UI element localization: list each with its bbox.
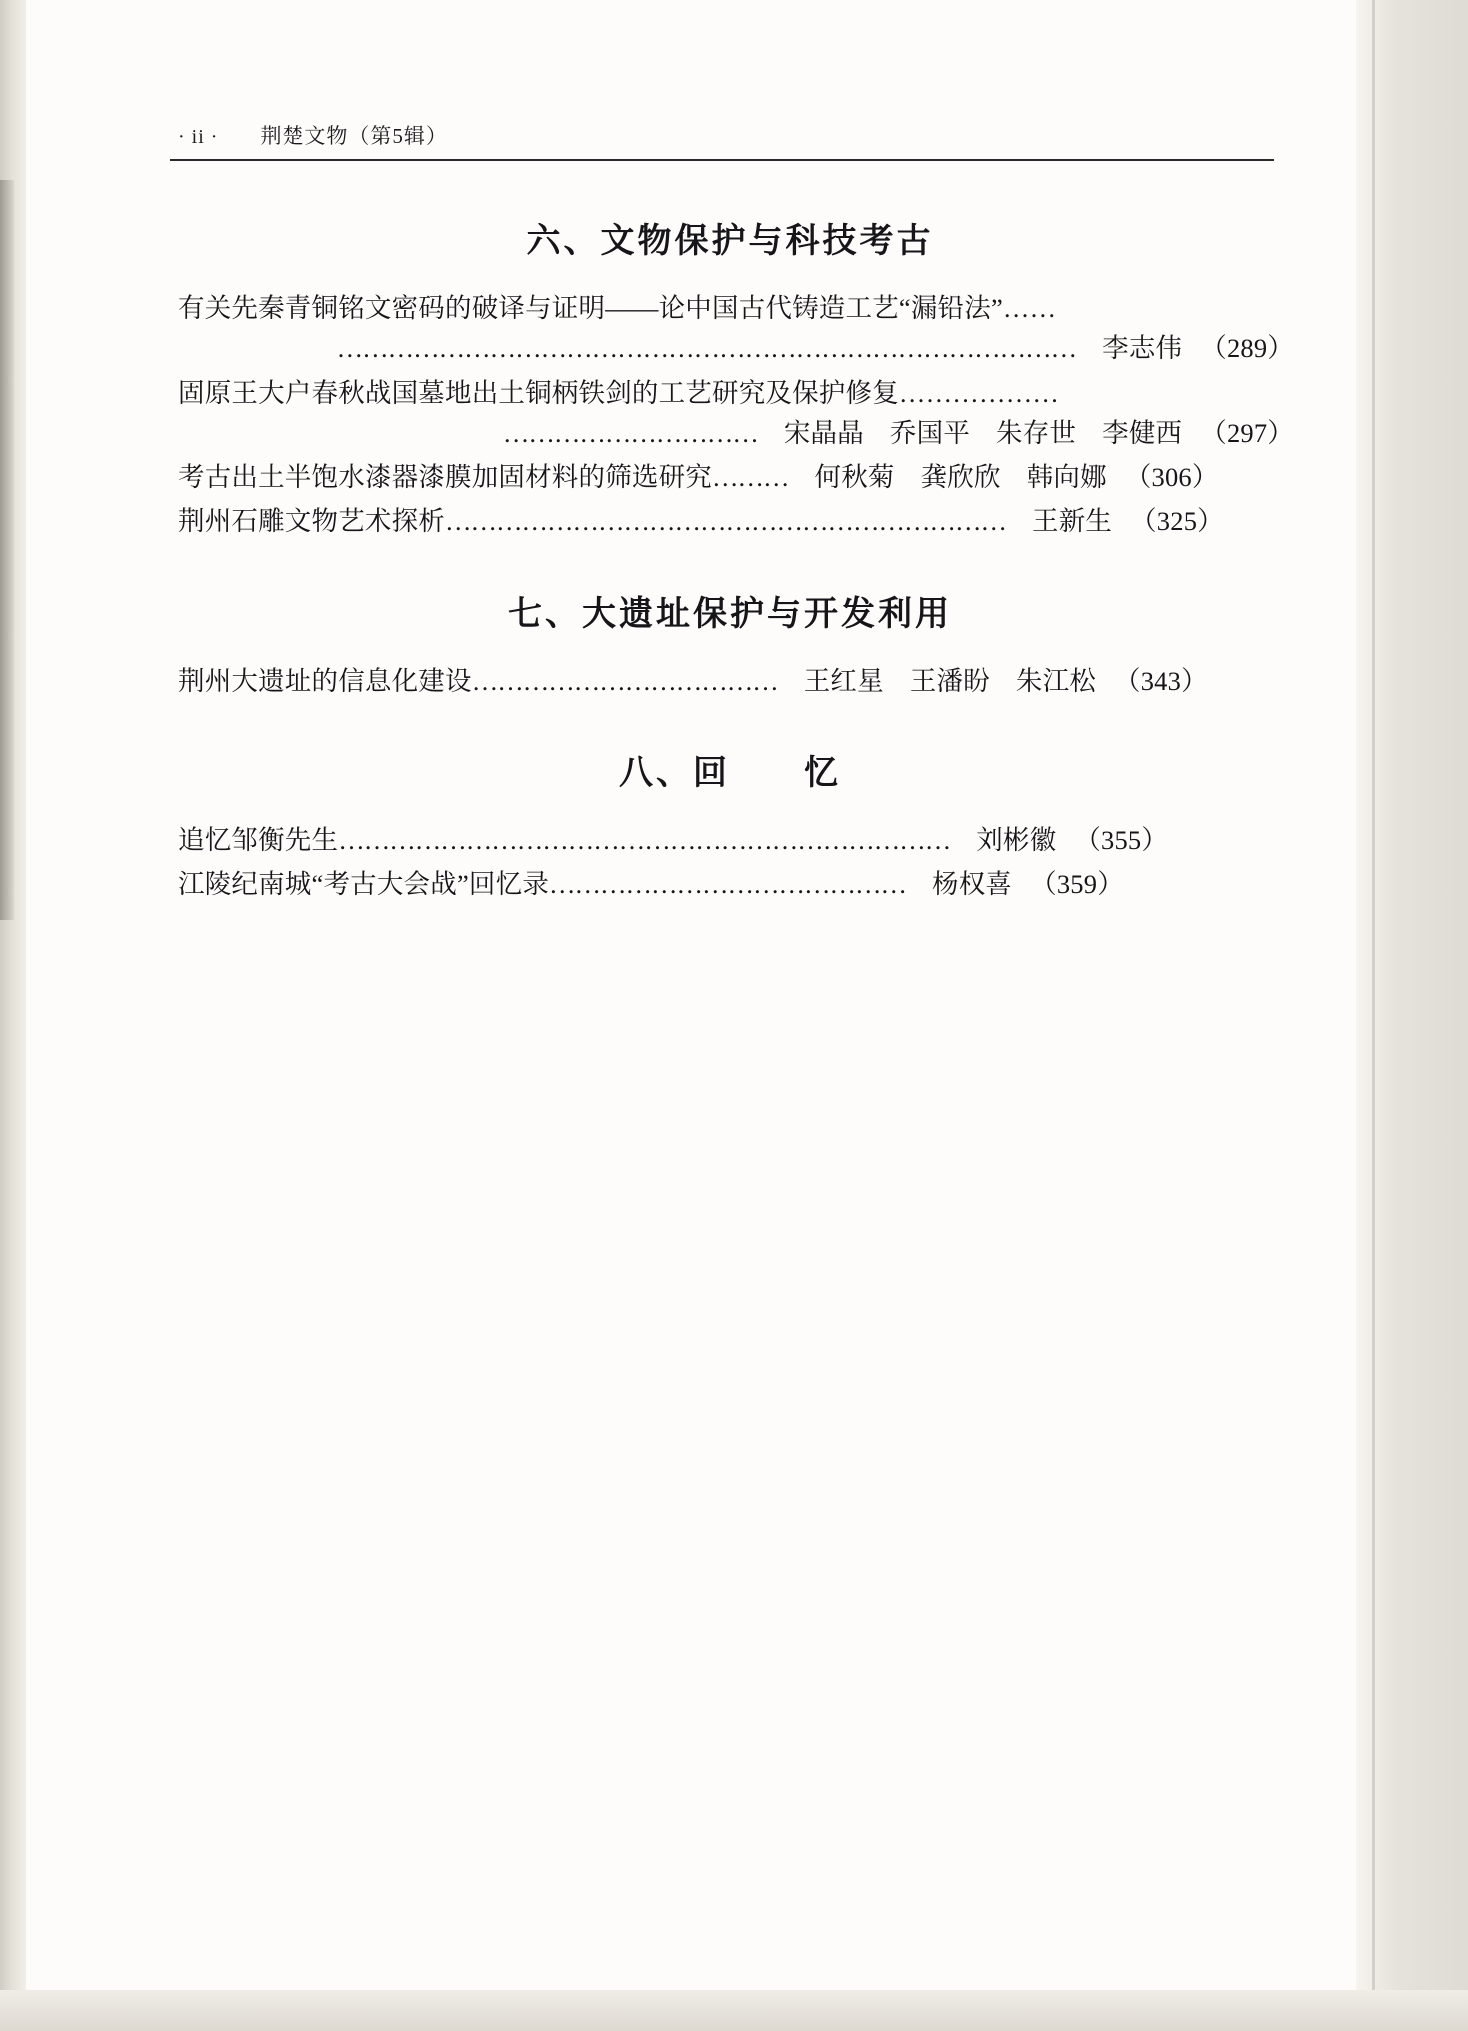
author-name: 刘彬徽	[976, 824, 1057, 855]
author-name: 李志伟	[1102, 333, 1183, 364]
leader-dots: ………………………………………………………………	[338, 824, 951, 855]
author-name: 乔国平	[889, 417, 971, 448]
toc-entry[interactable]	[160, 501, 1300, 541]
toc-entry-title: 有关先秦青铜铭文密码的破译与证明——论中国古代铸造工艺“漏铅法”……	[178, 293, 1057, 323]
page-number: （343）	[1114, 665, 1208, 696]
leader-dots: …………………………………………………………	[445, 506, 1006, 537]
toc-entry-title: 荆州大遗址的信息化建设	[178, 665, 472, 696]
author-name: 杨权喜	[932, 869, 1013, 900]
page-number: （306）	[1124, 462, 1219, 493]
author-name: 王潘盼	[909, 665, 990, 696]
toc-entry[interactable]	[160, 457, 1300, 497]
leader-dots: ………………………………	[471, 665, 778, 696]
toc-entry[interactable]	[160, 864, 1300, 904]
page-number: （289）	[1200, 333, 1294, 364]
leader-dots: …………………………	[502, 417, 758, 448]
table-of-contents	[160, 120, 1300, 908]
author-name: 李健西	[1102, 417, 1183, 448]
page-right-fold-line	[1372, 0, 1375, 2031]
toc-entry-title: 考古出土半饱水漆器漆膜加固材料的筛选研究	[178, 462, 712, 493]
running-head	[160, 120, 1300, 150]
toc-entry[interactable]	[160, 661, 1300, 701]
toc-entry[interactable]	[160, 288, 1300, 369]
author-name: 朱存世	[996, 417, 1077, 448]
page-folio: · ii ·	[178, 126, 219, 148]
page-number: （325）	[1130, 506, 1224, 537]
author-name: 韩向娜	[1026, 462, 1107, 493]
page-bottom-edge	[0, 1990, 1468, 2031]
leader-dots: ………	[712, 462, 789, 493]
toc-entry[interactable]	[160, 373, 1300, 454]
author-name: 何秋菊	[814, 462, 895, 493]
toc-entry-title: 江陵纪南城“考古大会战”回忆录	[178, 869, 550, 900]
author-name: 王新生	[1032, 506, 1113, 537]
toc-entry-title: 追忆邹衡先生	[178, 824, 339, 855]
toc-entry-title: 荆州石雕文物艺术探析	[178, 506, 445, 537]
page-number: （359）	[1030, 869, 1124, 900]
author-name: 宋晶晶	[783, 417, 864, 448]
leader-dots: ……………………………………	[549, 869, 907, 900]
toc-entry-title: 固原王大户春秋战国墓地出土铜柄铁剑的工艺研究及保护修复………………	[178, 377, 1060, 408]
toc-entry-tail	[178, 413, 1300, 453]
section-heading-7: 七、大遗址保护与开发利用	[508, 593, 952, 634]
leader-dots: ……………………………………………………………………………	[336, 333, 1077, 364]
page-spine-shadow	[0, 180, 14, 920]
author-name: 龚欣欣	[920, 462, 1001, 493]
header-rule	[170, 159, 1274, 161]
book-title: 荆楚文物（第5辑）	[260, 124, 448, 148]
toc-entry-tail	[178, 328, 1300, 368]
section-heading-6: 六、文物保护与科技考古	[526, 221, 934, 261]
page-number: （297）	[1200, 417, 1294, 448]
section-heading-8: 八、回 忆	[619, 752, 841, 793]
author-name: 王红星	[803, 665, 884, 696]
toc-entry[interactable]	[160, 820, 1300, 860]
page-number: （355）	[1074, 824, 1169, 855]
author-name: 朱江松	[1015, 665, 1097, 696]
